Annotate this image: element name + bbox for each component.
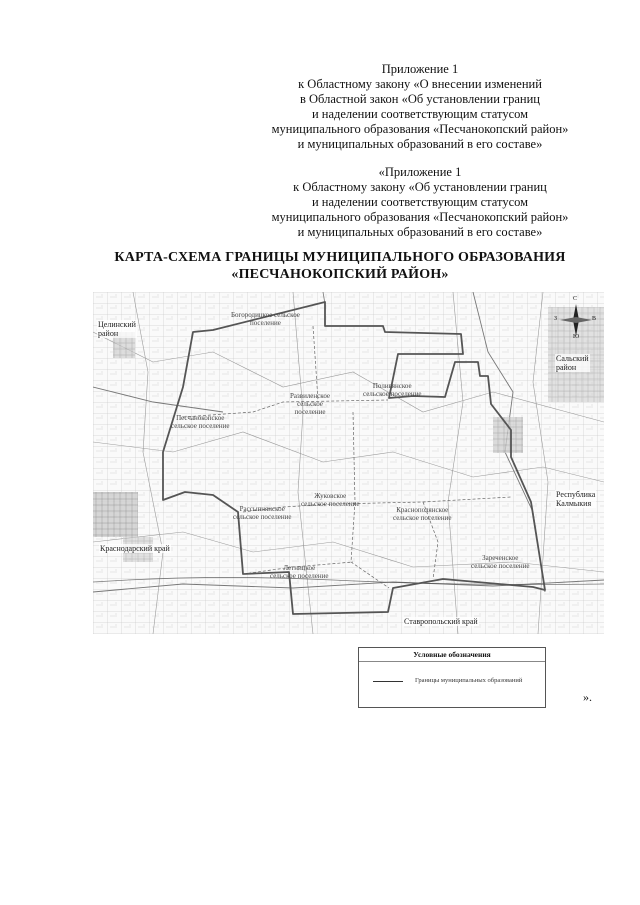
title-line-1: КАРТА-СХЕМА ГРАНИЦЫ МУНИЦИПАЛЬНОГО ОБРАЗОВАНИЯ	[114, 250, 566, 265]
compass-south: Ю	[573, 334, 580, 340]
settlement-razvilenskoe: Развиленское сельское поселение	[290, 392, 331, 416]
settlement-peschanokopskoe: Песчанокопское сельское поселение	[171, 414, 230, 430]
appendix-header-amendment	[250, 62, 590, 152]
compass-east: В	[592, 316, 597, 322]
header-line: «Приложение 1	[378, 165, 462, 179]
district-map	[93, 292, 604, 634]
neighbor-stavropol: Ставропольский край	[404, 617, 478, 626]
header-line: и наделении соответствующим статусом	[311, 107, 529, 121]
neighbor-salsky: Сальский район	[556, 354, 589, 372]
settlement-bogorodickoe: Богородицкое сельское поселение	[231, 311, 300, 327]
compass-west: З	[554, 316, 558, 322]
settlement-rassypnyanskoe: Рассыпнянское сельское поселение	[233, 505, 292, 521]
legend-divider	[359, 661, 545, 662]
header-line: муниципального образования «Песчанокопский район»	[271, 210, 569, 224]
map-legend	[358, 647, 546, 708]
settlement-zhukovskoe: Жуковское сельское поселение	[301, 492, 360, 508]
document-title	[40, 249, 640, 283]
header-line: муниципального образования «Песчанокопский район»	[271, 122, 569, 136]
title-line-2: «ПЕСЧАНОКОПСКИЙ РАЙОН»	[231, 267, 449, 282]
header-line: к Областному закону «О внесении изменений	[298, 77, 542, 91]
settlement-letnitskoe: Летницкое сельское поселение	[270, 564, 329, 580]
settlement-zarechenskoe: Зареченское сельское поселение	[471, 554, 530, 570]
header-line: к Областному закону «Об установлении границ	[293, 180, 547, 194]
header-line: Приложение 1	[381, 62, 459, 76]
settlement-poltavchenskoe: Поливянское сельское поселение	[363, 382, 422, 398]
neighbor-krasnodar: Краснодарский край	[100, 544, 170, 553]
legend-title: Условные обозначения	[413, 650, 491, 659]
appendix-header-original	[250, 165, 590, 240]
header-line: и муниципальных образований в его составе»	[297, 225, 543, 239]
legend-boundary-swatch	[373, 681, 403, 682]
legend-boundary-label: Границы муниципальных образований	[415, 677, 523, 684]
header-line: в Областной закон «Об установлении границ	[299, 92, 540, 106]
map-drawing	[93, 292, 604, 634]
header-line: и наделении соответствующим статусом	[311, 195, 529, 209]
neighbor-tselinsky: Целинский район	[98, 320, 136, 338]
compass-north: С	[573, 296, 578, 302]
neighbor-kalmykia: Республика Калмыкия	[556, 490, 596, 508]
compass-rose	[554, 296, 597, 340]
settlement-krasnopolyanskoe: Краснополянское сельское поселение	[393, 506, 452, 522]
header-line: и муниципальных образований в его составе»	[297, 137, 543, 151]
closing-quote-mark: ».	[583, 690, 592, 704]
